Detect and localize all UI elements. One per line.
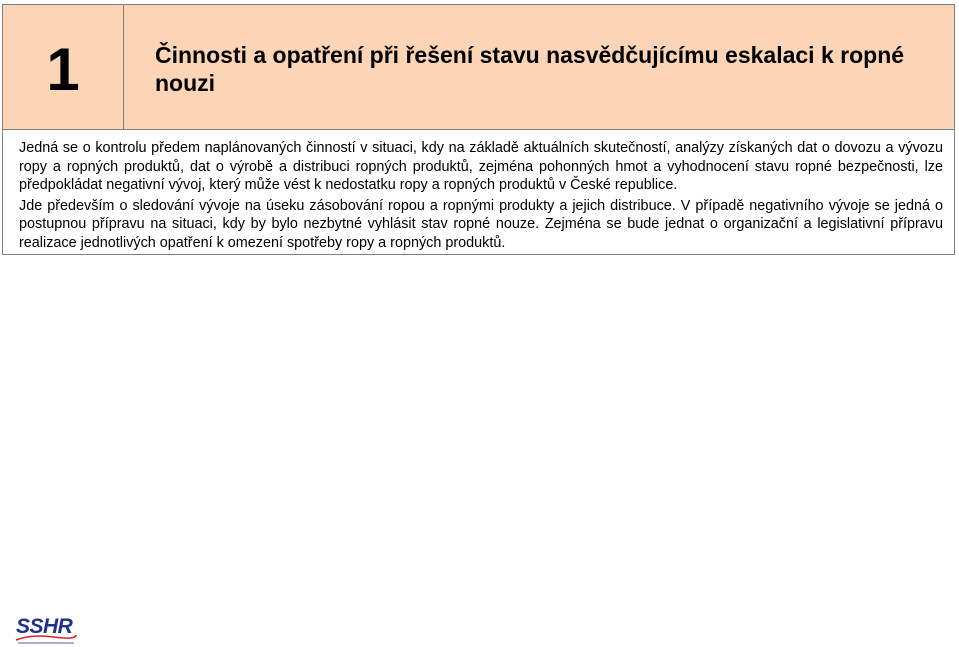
sshr-logo (14, 616, 78, 644)
section-header (3, 5, 954, 130)
section-title: Činnosti a opatření při řešení stavu nasvědčujícímu eskalaci k ropné nouzi (155, 42, 905, 96)
section-box (2, 4, 955, 255)
body-paragraph: Jedná se o kontrolu předem naplánovaných činností v situaci, kdy na základě aktuálních skutečností, analýzy získaných dat o dovozu a vývozu ropy a ropných produktů, dat o výrobě a distribuci ropných produktů, zejména pohonných hmot a vyhodnocení stavu ropné bezpečnosti, lze předpokládat negativní vývoj, který může vést k nedostatku ropy a ropných produktů v České republice. (19, 140, 943, 194)
section-number: 1 (46, 36, 80, 103)
section-body (19, 139, 943, 253)
logo-text: SSHR (16, 615, 73, 638)
section-number-cell (3, 5, 124, 129)
body-paragraph: Jde především o sledování vývoje na úseku zásobování ropou a ropnými produkty a jejich distribuce. V případě negativního vývoje se jedná o postupnou přípravu na situaci, kdy by bylo nezbytné vyhlásit stav ropné nouze. Zejména se bude jednat o organizační a legislativní přípravu realizace jednotlivých opatření k omezení spotřeby ropy a ropných produktů. (19, 197, 943, 251)
